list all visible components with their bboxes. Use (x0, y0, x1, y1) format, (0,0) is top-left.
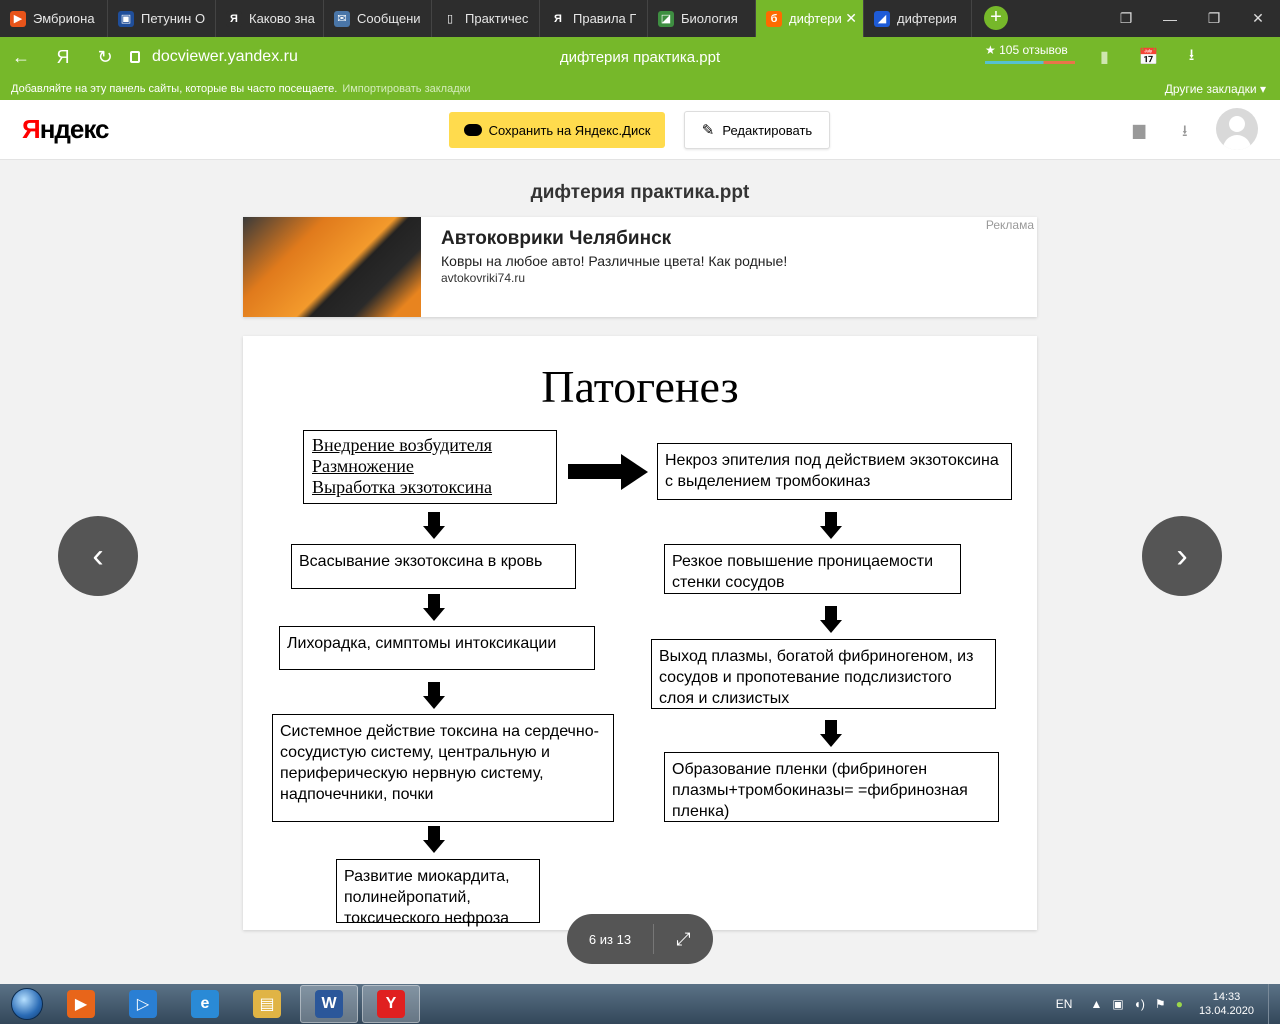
avatar[interactable] (1216, 108, 1258, 150)
ad-url[interactable]: avtokovriki74.ru (441, 271, 526, 285)
clock-time: 14:33 (1212, 991, 1241, 1003)
new-tab-button[interactable]: + (984, 6, 1008, 30)
browser-tab[interactable] (540, 0, 648, 37)
down-arrow (423, 682, 445, 710)
clock[interactable] (1199, 990, 1254, 1018)
ad-banner[interactable] (243, 217, 1037, 317)
tab-title: Практичес (465, 11, 529, 26)
downloads-icon[interactable]: ⭳ (1188, 46, 1195, 64)
edit-label: Редактировать (722, 122, 813, 138)
tab-favicon-icon: ▣ (118, 11, 134, 27)
download-icon[interactable]: ⭳ (1182, 123, 1188, 140)
down-arrow (423, 512, 445, 540)
tab-favicon-icon: Я (550, 11, 566, 27)
edit-button[interactable] (684, 111, 830, 149)
left-box-1: Всасывание экзотоксина в кровь (291, 544, 576, 589)
window-controls (1104, 0, 1280, 37)
import-bookmarks-link[interactable]: Импортировать закладки (342, 82, 471, 95)
reviews-badge[interactable] (985, 43, 1075, 64)
browser-tab[interactable] (648, 0, 756, 37)
taskbar-app[interactable] (114, 985, 172, 1023)
bookmarks-bar (0, 77, 1280, 100)
tab-favicon-icon: ▶ (10, 11, 26, 27)
tab-favicon-icon: ◪ (658, 11, 674, 27)
other-bookmarks-button[interactable]: Другие закладки ▾ (1164, 81, 1266, 96)
taskbar-app[interactable] (362, 985, 420, 1023)
pencil-icon: ✎ (701, 122, 715, 139)
tab-title: Петунин О (141, 11, 206, 26)
down-arrow (820, 720, 842, 748)
tab-favicon-icon: б (766, 11, 782, 27)
reviews-text: ★ 105 отзывов (985, 43, 1068, 57)
bookmarks-hint: Добавляйте на эту панель сайты, которые вы часто посещаете. (11, 82, 338, 95)
yandex-browser-icon: Y (377, 990, 405, 1018)
yandex-logo[interactable] (22, 114, 109, 145)
page-counter: 6 из 13 (588, 931, 632, 947)
left-top-box (303, 430, 557, 504)
update-icon[interactable]: ● (1175, 997, 1183, 1011)
tab-title: Правила Г (573, 11, 637, 26)
reviews-bar (985, 61, 1075, 64)
url-field[interactable] (130, 48, 298, 66)
close-window-button[interactable]: ✕ (1252, 10, 1264, 26)
media-player-icon: ▶ (67, 990, 95, 1018)
print-icon[interactable]: ▆ (1133, 122, 1146, 139)
start-button[interactable] (6, 984, 48, 1024)
browser-tab[interactable] (864, 0, 972, 37)
down-arrow (820, 512, 842, 540)
fullscreen-icon[interactable]: ⤢ (676, 928, 691, 949)
internet-explorer-icon: e (191, 990, 219, 1018)
windows-taskbar (0, 984, 1280, 1024)
url-text: docviewer.yandex.ru (152, 48, 298, 65)
left-top-line-2: Размножение (312, 456, 414, 476)
tab-close-icon[interactable]: ✕ (845, 10, 857, 26)
down-arrow (423, 826, 445, 854)
browser-tab[interactable] (756, 0, 864, 37)
right-box-3: Выход плазмы, богатой фибриногеном, из сосудов и пропотевание подслизистого слоя и слизистых (651, 639, 996, 709)
left-top-line-3: Выработка экзотоксина (312, 477, 493, 497)
tab-title: Каково зна (249, 11, 315, 26)
tab-favicon-icon: ▯ (442, 11, 458, 27)
windows-logo-icon (11, 988, 43, 1020)
tab-favicon-icon: ◢ (874, 11, 890, 27)
calendar-extension-icon[interactable]: 📅 (1138, 49, 1159, 66)
avatar-head (1229, 116, 1245, 132)
tab-title: Биология (681, 11, 738, 26)
left-top-line-1: Внедрение возбудителя (312, 435, 493, 455)
tab-title: дифтери (789, 11, 842, 26)
document-title: дифтерия практика.ppt (530, 182, 750, 203)
volume-icon[interactable]: ◖) (1133, 997, 1145, 1011)
logo-first-letter: Я (22, 114, 40, 144)
show-desktop-button[interactable] (1268, 984, 1280, 1024)
ad-label: Реклама (985, 218, 1034, 232)
prev-slide-button[interactable]: ‹ (58, 516, 138, 596)
tab-title: Эмбриона (33, 11, 95, 26)
right-box-1: Некроз эпителия под действием экзотоксина с выделением тромбокиназ (657, 443, 1012, 500)
bookmark-icon[interactable]: ▮ (1100, 49, 1109, 66)
down-arrow (423, 594, 445, 622)
avatar-body (1223, 135, 1251, 150)
save-to-disk-button[interactable] (449, 112, 665, 148)
tab-favicon-icon: Я (226, 11, 242, 27)
right-box-4: Образование пленки (фибриноген плазмы+тромбокиназы= =фибринозная пленка) (664, 752, 999, 822)
address-bar (0, 37, 1280, 77)
network-icon[interactable]: ▣ (1112, 997, 1124, 1011)
lock-icon (130, 51, 140, 63)
word-icon: W (315, 990, 343, 1018)
browser-tab[interactable] (108, 0, 216, 37)
right-box-2: Резкое повышение проницаемости стенки сосудов (664, 544, 961, 594)
browser-tab[interactable] (216, 0, 324, 37)
ad-image[interactable] (243, 217, 421, 317)
back-button[interactable]: ← (12, 46, 30, 67)
browser-tab[interactable] (432, 0, 540, 37)
docviewer-header (0, 100, 1280, 160)
down-arrow (820, 606, 842, 634)
tab-bar (0, 0, 1280, 37)
slide (243, 336, 1037, 930)
play-icon: ▷ (129, 990, 157, 1018)
next-slide-button[interactable]: › (1142, 516, 1222, 596)
flag-icon[interactable]: ⚑ (1154, 997, 1166, 1011)
taskbar-app[interactable] (300, 985, 358, 1023)
left-box-2: Лихорадка, симптомы интоксикации (279, 626, 595, 670)
taskbar-app[interactable] (238, 985, 296, 1023)
browser-tab[interactable] (0, 0, 108, 37)
tab-title: Сообщени (357, 11, 421, 26)
right-arrow (568, 454, 648, 490)
pager (567, 914, 713, 964)
browser-page-title: дифтерия практика.ppt (559, 48, 721, 66)
taskbar-app[interactable] (176, 985, 234, 1023)
system-tray (1056, 984, 1280, 1024)
minimize-button[interactable]: — (1163, 10, 1177, 27)
logo-rest: ндекс (39, 114, 109, 144)
save-to-disk-label: Сохранить на Яндекс.Диск (488, 122, 651, 138)
address-bar-tools (1100, 37, 1194, 77)
reload-button[interactable]: ↻ (97, 46, 113, 67)
tab-favicon-icon: ✉ (334, 11, 350, 27)
tray-arrow-icon[interactable]: ▲ (1090, 997, 1103, 1011)
taskbar-app[interactable] (52, 985, 110, 1023)
left-box-4: Развитие миокардита, полинейропатий, токсического нефроза (336, 859, 540, 923)
language-indicator[interactable]: EN (1055, 997, 1073, 1011)
disk-icon (464, 124, 482, 136)
ad-title[interactable]: Автоковрики Челябинск (441, 228, 672, 249)
slide-title: Патогенез (541, 361, 739, 412)
ad-text: Ковры на любое авто! Различные цвета! Как родные! (441, 253, 788, 269)
restore-button[interactable]: ❐ (1207, 10, 1221, 26)
tab-title: дифтерия (897, 11, 957, 26)
yandex-home-button[interactable]: Я (56, 46, 70, 67)
clock-date: 13.04.2020 (1198, 1005, 1254, 1017)
file-explorer-icon: ▤ (253, 990, 281, 1018)
browser-tab[interactable] (324, 0, 432, 37)
left-box-3: Системное действие токсина на сердечно-сосудистую систему, центральную и периферическую нервную систему, надпочечники, почки (272, 714, 614, 822)
tabs-icon[interactable]: ❐ (1119, 10, 1133, 26)
